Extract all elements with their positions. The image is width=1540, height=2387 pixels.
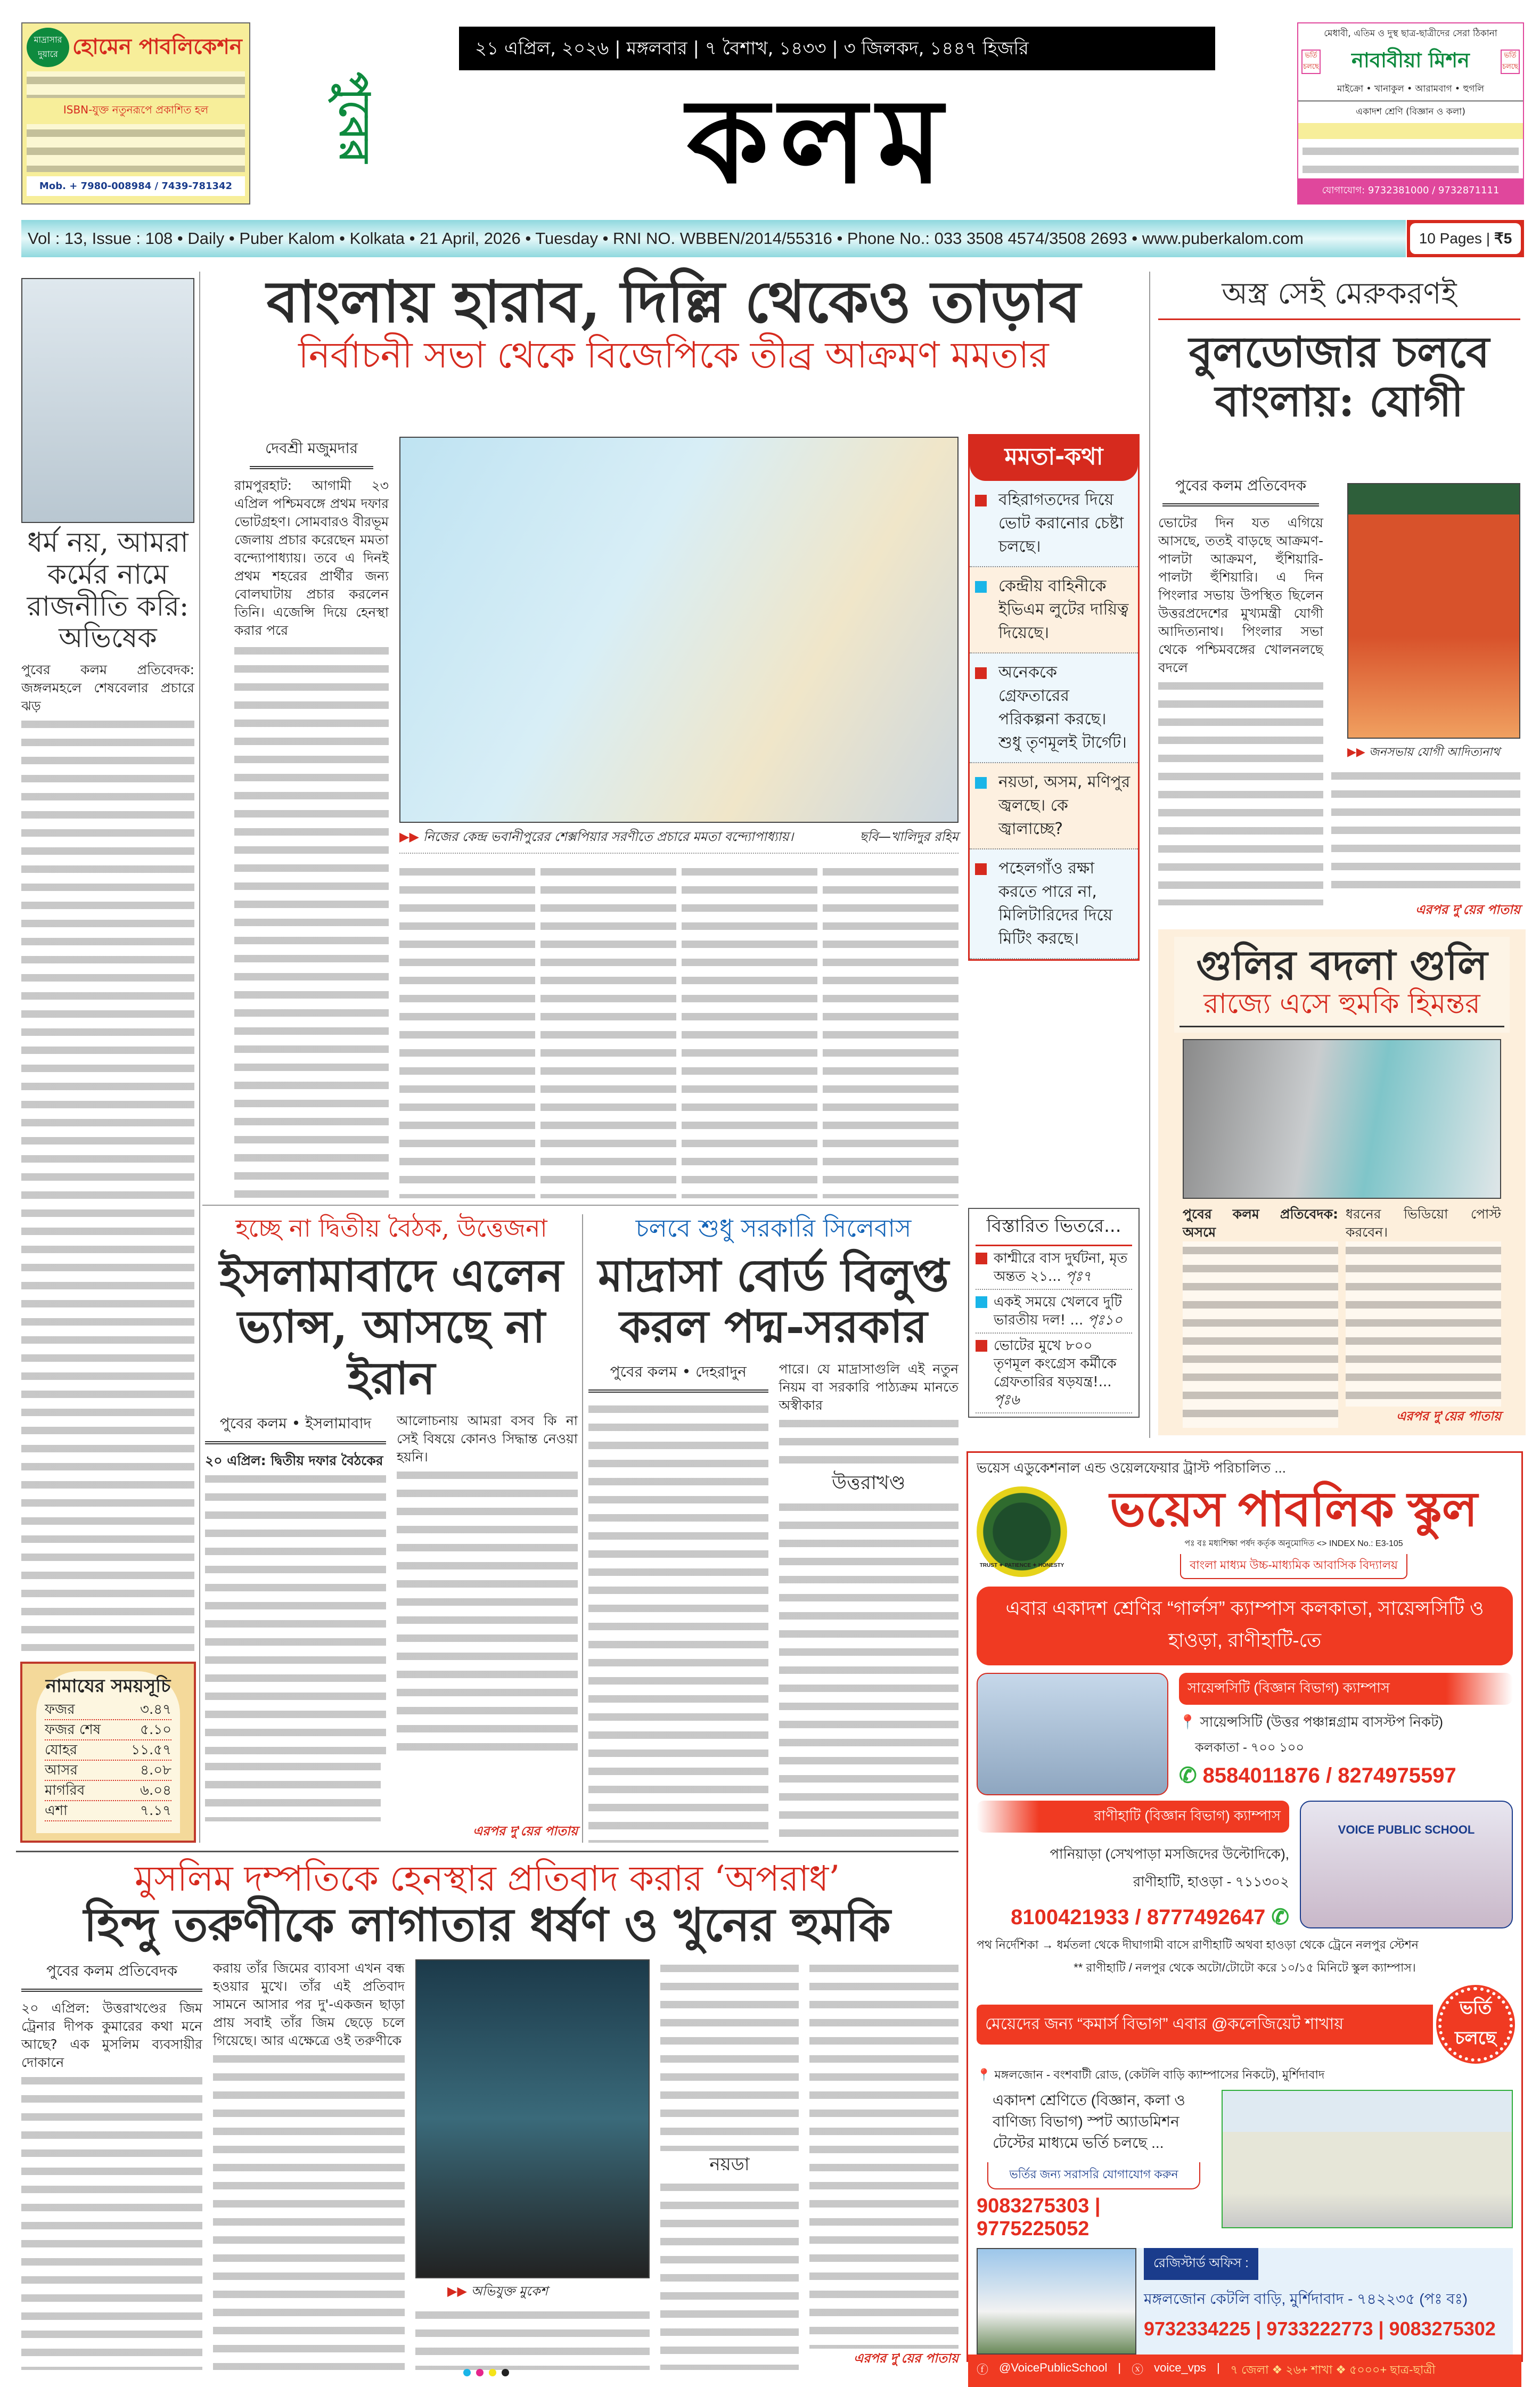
- bullet-square-icon: [975, 863, 987, 875]
- bullet-square-icon: [976, 1340, 987, 1352]
- himanta-lead: পুবের কলম প্রতিবেদক: অসমে: [1183, 1206, 1338, 1240]
- iran-story: [205, 1214, 578, 1843]
- iran-body: [205, 1470, 386, 1754]
- iran-lead: ২০ এপ্রিল: দ্বিতীয় দফার বৈঠকের: [205, 1452, 383, 1468]
- inside-box: [968, 1208, 1140, 1418]
- bottom-body-4: [660, 1959, 799, 2151]
- bottom-body-2: [213, 2050, 405, 2370]
- office-phone: 9732334225 | 9733222773 | 9083275302: [1144, 2318, 1496, 2340]
- inside-item-page: পৃঃ৬: [994, 1392, 1020, 1408]
- madrasa-body-2: [779, 1415, 959, 1468]
- school-stats: ৭ জেলা ❖ ২৬+ শাখা ❖ ৫০০০+ ছাত্র-ছাত্রী: [1230, 2363, 1436, 2376]
- prayer-time: ৩.৪৭: [140, 1702, 171, 1718]
- bullet-square-icon: [975, 495, 987, 506]
- prayer-row: [45, 1801, 171, 1821]
- prayer-times-box: [20, 1662, 196, 1843]
- prayer-time: ৭.১৭: [140, 1803, 171, 1819]
- himanta-lead2: ধরনের ভিডিয়ো পোস্ট করবেন।: [1346, 1206, 1501, 1240]
- lead-byline-col: [234, 437, 389, 1198]
- accused-photo: [415, 1959, 650, 2278]
- mamata-quote: [970, 849, 1138, 959]
- column-divider: [199, 272, 200, 1843]
- campus1-title: সায়েন্সসিটি (বিজ্ঞান বিভাগ) ক্যাম্পাস: [1179, 1673, 1513, 1705]
- yogi-lead: ভোটের দিন যত এগিয়ে আসছে, ততই বাড়ছে আক্রমণ-পালটা আক্রমণ, হুঁশিয়ারি-পালটা হুঁশিয়ারি। এ দিন পিংলার সভায় উপস্থিত ছিলেন উত্তরপ্রদেশের মুখ্যমন্ত্রী যোগী আদিত্যনাথ। পিংলার সভা থেকে পশ্চিমবঙ্গের খোলনলছে বদলে: [1158, 515, 1323, 675]
- bullet-square-icon: [976, 1296, 987, 1308]
- bottom-col-3: [415, 1959, 650, 2370]
- ad-class: একাদশ শ্রেণি (বিজ্ঞান ও কলা): [1356, 107, 1465, 117]
- bottom-headline: হিন্দু তরুণীকে লাগাতার ধর্ষণ ও খুনের হুমকি: [84, 1898, 891, 1952]
- iran-headline: ইসলামাবাদে এলেন ভ্যান্স, আসছে না ইরান: [219, 1248, 563, 1405]
- yogi-headlines: [1158, 277, 1520, 426]
- yogi-byline: পুবের কলম প্রতিবেদক: [1162, 474, 1320, 506]
- social-x[interactable]: voice_vps: [1154, 2361, 1206, 2374]
- left-masthead-ad: [21, 22, 250, 205]
- office-addr: মঙ্গলজোন কেটলি বাড়ি, মুর্শিদাবাদ - ৭৪২২৩৫ (পঃ বঃ): [1144, 2291, 1468, 2307]
- bottom-body-6: [809, 1959, 959, 2349]
- madrasa-kicker: চলবে শুধু সরকারি সিলেবাস: [635, 1214, 912, 1242]
- iran-dateline: পুবের কলম • ইসলামাবাদ: [205, 1412, 386, 1444]
- campus2-title: রাণীহাটি (বিজ্ঞান বিভাগ) ক্যাম্পাস: [977, 1801, 1289, 1833]
- mamata-quote: [970, 653, 1138, 763]
- quote-text: নয়ডা, অসম, মণিপুর জ্বলছে। কে জ্বালাচ্ছে?: [998, 773, 1131, 838]
- campus2-addr: পানিয়াড়া (সেখপাড়া মসজিদের উল্টোদিকে),: [1050, 1846, 1289, 1862]
- school-type: বাংলা মাধ্যম উচ্চ-মাধ্যমিক আবাসিক বিদ্যালয়: [1180, 1554, 1407, 1579]
- ad-admission: ভর্তি চলছে: [1301, 50, 1321, 74]
- inside-item-text: কাশ্মীরে বাস দুর্ঘটনা, মৃত অন্তত ২১...: [994, 1250, 1128, 1285]
- prayer-row: [45, 1720, 171, 1740]
- bottom-col-4: [660, 1959, 799, 2370]
- himanta-continued: এরপর দু'য়ের পাতায়: [1396, 1409, 1501, 1424]
- inside-item-page: পৃঃ১০: [1087, 1312, 1123, 1328]
- commerce-banner: মেয়েদের জন্য “কমার্স বিভাগ” এবার @কলেজিয়েট শাখায়: [977, 2005, 1433, 2045]
- photo-caption: ▶▶ নিজের কেন্দ্র ভবানীপুরের শেক্সপিয়ার সরণীতে প্রচারে মমতা বন্দ্যোপাধ্যায়। ছবি—খালিদুর রহিম: [399, 827, 959, 854]
- bottom-col-2: [213, 1959, 405, 2370]
- himanta-box: [1158, 929, 1526, 1435]
- quote-text: কেন্দ্রীয় বাহিনীকে ইভিএম লুটের দায়িত্ব দিয়েছে।: [998, 577, 1129, 642]
- left-story-headline: ধর্ম নয়, আমরা কর্মের নামে রাজনীতি করি: অভিষেক: [27, 527, 189, 655]
- left-story: [21, 527, 194, 1651]
- inside-item[interactable]: [976, 1246, 1132, 1290]
- photo-credit: ছবি—খালিদুর রহিম: [859, 829, 959, 844]
- inside-item-text: ভোটের মুখে ৮০০ তৃণমূল কংগ্রেস কর্মীকে গ্রেফতারির ষড়যন্ত্র!...: [994, 1338, 1117, 1390]
- facebook-icon[interactable]: ⓕ: [977, 2363, 989, 2376]
- campus2-city: রাণীহাটি, হাওড়া - ৭১১৩০২: [1133, 1874, 1289, 1890]
- quote-text: পহেলগাঁও রক্ষা করতে পারে না, মিলিটারিদের দিয়ে মিটিং করছে।: [998, 859, 1113, 948]
- prayer-row: [45, 1740, 171, 1761]
- campus1-addr: সায়েন্সসিটি (উত্তর পঞ্চান্নগ্রাম বাসস্টপ নিকট): [1200, 1714, 1444, 1730]
- iran-lead2: আলোচনায় আমরা বসব কি না সেই বিষয়ে কোনও সিদ্ধান্ত নেওয়া হয়নি।: [397, 1412, 578, 1465]
- girls-campus-banner: এবার একাদশ শ্রেণির “গার্লস” ক্যাম্পাস কলকাতা, সায়েন্সসিটি ও হাওড়া, রাণীহাটি-তে: [977, 1587, 1513, 1665]
- madrasa-dateline: পুবের কলম • দেহরাদুন: [588, 1360, 768, 1393]
- caption-text: নিজের কেন্দ্র ভবানীপুরের শেক্সপিয়ার সরণীতে প্রচারে মমতা বন্দ্যোপাধ্যায়।: [423, 829, 794, 844]
- ad-isbn: ISBN-যুক্ত নতুনরূপে প্রকাশিত হল: [27, 102, 245, 120]
- phone-icon: ✆: [1271, 1906, 1289, 1929]
- madrasa-body-3: [779, 1498, 959, 1843]
- madrasa-story: [588, 1214, 959, 1843]
- ad-places: মাইক্রো • খানাকুল • আরামবাগ • হুগলি: [1298, 79, 1523, 102]
- registration-marks: [463, 2369, 509, 2376]
- bottom-body-5: [660, 2178, 799, 2370]
- himanta-headline: গুলির বদলা গুলি: [1196, 942, 1488, 989]
- himanta-body: [1183, 1241, 1338, 1428]
- yogi-continued: এরপর দু'য়ের পাতায়: [1415, 902, 1520, 917]
- social-fb[interactable]: @VoicePublicSchool: [999, 2361, 1108, 2374]
- school-name: ভয়েস পাবলিক স্কুল: [1110, 1483, 1478, 1536]
- ad-tag: মাদ্রাসার দুয়ারে: [27, 28, 69, 67]
- mamata-quote: [970, 567, 1138, 653]
- directions: পথ নির্দেশিকা → ধর্মতলা থেকে দীঘাগামী বাসে রাণীহাটি অথবা হাওড়া থেকে ট্রেনে নলপুর স্টেশন: [977, 1938, 1419, 1951]
- quote-text: অনেককে গ্রেফতারের পরিকল্পনা করছে। শুধু তৃণমূলই টার্গেট।: [998, 663, 1127, 752]
- prayer-row: [45, 1761, 171, 1781]
- lead-subhead: নির্বাচনী সভা থেকে বিজেপিকে তীব্র আক্রমণ মমতার: [298, 334, 1049, 377]
- date-line: ২১ এপ্রিল, ২০২৬ | মঙ্গলবার | ৭ বৈশাখ, ১৪৩৩ | ৩ জিলকদ, ১৪৪৭ হিজরি: [459, 27, 1215, 70]
- prayer-name: এশা: [45, 1803, 68, 1819]
- info-bar: [21, 220, 1406, 257]
- iran-body-3: [205, 1757, 381, 1821]
- school-logo: [977, 1486, 1067, 1577]
- yogi-kicker: অস্ত্র সেই মেরুকরণই: [1158, 277, 1520, 320]
- bullet-square-icon: [975, 581, 987, 593]
- lead-headlines: [205, 269, 1142, 377]
- ad-phone: যোগাযোগ: 9732381000 / 9732871111: [1298, 178, 1523, 203]
- prayer-name: ফজর: [45, 1702, 75, 1718]
- logo: [330, 27, 1214, 209]
- price: ₹5: [1494, 230, 1512, 247]
- school-approval: পঃ বঃ মধ্যশিক্ষা পর্ষদ কর্তৃক অনুমোদিত <> INDEX No.: E3-105: [1184, 1539, 1403, 1548]
- madrasa-subhead: উত্তরাখণ্ড: [832, 1472, 906, 1494]
- spot-admission: একাদশ শ্রেণিতে (বিজ্ঞান, কলা ও বাণিজ্য বিভাগ) স্পট অ্যাডমিশন টেস্টের মাধ্যমে ভর্তি চলছে ...: [993, 2092, 1185, 2151]
- left-story-lead: পুবের কলম প্রতিবেদক: জঙ্গলমহলে শেষবেলার প্রচারে ঝড়: [21, 662, 194, 714]
- madrasa-headline: মাদ্রাসা বোর্ড বিলুপ্ত করল পদ্ম-সরকার: [598, 1248, 949, 1353]
- inside-item-text: একই সময়ে খেলবে দুটি ভারতীয় দল! ...: [994, 1294, 1122, 1328]
- bottom-col-1: [21, 1959, 202, 2370]
- mamata-quote: [970, 481, 1138, 567]
- info-text: Vol : 13, Issue : 108 • Daily • Puber Kalom • Kolkata • 21 April, 2026 • Tuesday • RNI NO. WBBEN/2014/55316 • Phone No.: 033 3508 4574/3508 2693 • www.puberkalom.com: [28, 229, 1304, 248]
- commerce-addr: মঙ্গলজোন - বংশবাটী রোড, (কেটলি বাড়ি ক্যাম্পাসের নিকটে), মুর্শিদাবাদ: [994, 2068, 1325, 2081]
- mamata-photo: [399, 437, 959, 823]
- logo-big: কলম: [686, 73, 953, 209]
- pages: 10 Pages: [1419, 230, 1482, 247]
- voice-school-ad: ভয়েস এডুকেশনাল এন্ড ওয়েলফেয়ার ট্রাস্ট পরিচালিত ... TRUST ✦ PATIENCE ✦ HONESTY ভয়েস পাবলিক স্কুল পঃ বঃ মধ্যশিক্ষা পর্ষদ কর্তৃক অনুমোদিত <> INDEX No.: E3-105 বাংলা মাধ্যম উচ্চ-মাধ্যমিক আবাসিক বিদ্যালয় এবার একাদশ শ্রেণির “গার্লস” ক্যাম্পাস কলকাতা, সায়েন্সসিটি ও হাওড়া, রাণীহাটি-তে সায়েন্সসিটি (বিজ্ঞান বিভাগ) ক্যাম্পাস 📍 সায়েন্সসিটি (উত্তর পঞ্চান্নগ্রাম বাসস্টপ নিকট) কলকাতা - ৭০০ ১০০ ✆ 8584011876 / 8274975597 রাণীহাটি (বিজ্ঞান বিভাগ) ক্যাম্পাস পানিয়াড়া (সেখপাড়া মসজিদের উল্টোদিকে), রাণীহাটি, হাওড়া - ৭১১৩০২ 8100421933 / 8777492647 ✆ VOICE PUBLIC SCHOOL পথ নির্দেশিকা → ধর্মতলা থেকে দীঘাগামী বাসে রাণীহাটি অথবা হাওড়া থেকে ট্রেনে নলপুর স্টেশন ** রাণীহাটি / নলপুর থেকে অটো/টোটো করে ১০/১৫ মিনিটে স্কুল ক্যাম্পাস। মেয়েদের জন্য “কমার্স বিভাগ” এবার @কলেজিয়েট শাখায় ভর্তি চলছে 📍 মঙ্গলজোন - বংশবাটী রোড, (কেটলি বাড়ি ক্যাম্পাসের নিকটে), মুর্শিদাবাদ একাদশ শ্রেণিতে (বিজ্ঞান, কলা ও বাণিজ্য বিভাগ) স্পট অ্যাডমিশন টেস্টের মাধ্যমে ভর্তি চলছে ... ভর্তির জন্য সরাসরি যোগাযোগ করুন 9083275303 | 9775225052 রেজিস্টার্ড অফিস : মঙ্গলজোন কেটলি বাড়ি, মুর্শিদাবাদ - ৭৪২২৩৫ (পঃ বঃ) 9732334225 | 9733222773 | 9083275302 ⓕ @VoicePublicSchool | ⓧ voice_vps | ৭ জেলা ❖ ২৬+ শাখা ❖ ৫০০০+ ছাত্র-ছাত্রী: [966, 1451, 1523, 2362]
- logo-small: পুবের: [330, 71, 378, 163]
- contact-label: ভর্তির জন্য সরাসরি যোগাযোগ করুন: [987, 2162, 1200, 2189]
- quote-text: বহিরাগতদের দিয়ে ভোট করানোর চেষ্টা চলছে।: [998, 491, 1124, 556]
- x-icon[interactable]: ⓧ: [1132, 2363, 1144, 2376]
- collegiate-campus-photo: [1222, 2090, 1513, 2228]
- ad-title: হোমেন পাবলিকেশন: [72, 34, 242, 59]
- himanta-photo: [1183, 1039, 1501, 1199]
- accused-caption: ▶▶ অভিযুক্ত মুকেশ: [447, 2284, 548, 2299]
- bottom-lead2: করায় তাঁর জিমের ব্যাবসা এখন বন্ধ হওয়ার মুখে। তাঁর এই প্রতিবাদ সামনে আসার পর দু'-একজন ছাড়া প্রায় সবাই তাঁর জিম ছেড়ে চলে গিয়েছে। আর এক্ষেত্রে ওই তরুণীকে: [213, 1960, 405, 2048]
- mamata-katha-box: [968, 434, 1140, 961]
- office-label: রেজিস্টার্ড অফিস :: [1144, 2248, 1258, 2280]
- himanta-subhead: রাজ্যে এসে হুমকি হিমন্তর: [1179, 988, 1504, 1027]
- column-divider: [1149, 272, 1150, 1438]
- bottom-subhead: নয়ডা: [709, 2153, 750, 2175]
- prayer-time: ৬.০৪: [140, 1783, 171, 1799]
- ad-phone: Mob. + 7980-008984 / 7439-781342: [27, 176, 245, 196]
- collegiate-phone: 9083275303 | 9775225052: [977, 2195, 1101, 2240]
- bottom-byline: পুবের কলম প্রতিবেদক: [21, 1959, 202, 1992]
- iran-kicker: হচ্ছে না দ্বিতীয় বৈঠক, উত্তেজনা: [235, 1214, 547, 1242]
- office-photo: [977, 2248, 1136, 2355]
- bottom-continued: এরপর দু'য়ের পাতায়: [853, 2351, 959, 2366]
- left-story-body: [21, 715, 194, 1651]
- logo-text: TRUST ✦ PATIENCE ✦ HONESTY: [979, 1562, 1064, 1568]
- ad-admission: ভর্তি চলছে: [1501, 50, 1520, 74]
- directions-note: ** রাণীহাটি / নলপুর থেকে অটো/টোটো করে ১০/১৫ মিনিটে স্কুল ক্যাম্পাস।: [1074, 1961, 1416, 1974]
- prayer-row: [45, 1700, 171, 1720]
- building-sign: VOICE PUBLIC SCHOOL: [1338, 1823, 1475, 1836]
- prayer-title: নামাযের সময়সূচি: [45, 1675, 171, 1697]
- box-title: মমতা-কথা: [970, 436, 1138, 481]
- prayer-name: যোহর: [45, 1742, 78, 1758]
- right-masthead-ad: [1297, 22, 1524, 205]
- yogi-text-col: [1158, 474, 1323, 905]
- prayer-name: ফজর শেষ: [45, 1722, 101, 1738]
- bullet-square-icon: [975, 777, 987, 789]
- campus1-phone: 8584011876 / 8274975597: [1202, 1764, 1456, 1787]
- iran-body-2: [397, 1466, 578, 1754]
- admission-badge: ভর্তি চলছে: [1438, 1987, 1513, 2062]
- prayer-name: মাগরিব: [45, 1783, 85, 1799]
- section-divider: [202, 1205, 959, 1206]
- abhishek-photo: [21, 278, 194, 523]
- inside-item[interactable]: [976, 1334, 1132, 1413]
- prayer-time: ১১.৫৭: [131, 1742, 171, 1758]
- ranihati-campus-photo: [1300, 1801, 1513, 1928]
- iran-continued: এরপর দু'য়ের পাতায়: [472, 1824, 578, 1838]
- sciencecity-campus-photo: [977, 1673, 1168, 1795]
- madrasa-lead: পারে। যে মাদ্রাসাগুলি এই নতুন নিয়ম বা সরকারি পাঠ্যক্রম মানতে অস্বীকার: [779, 1361, 959, 1413]
- lead-lead: রামপুরহাট: আগামী ২৩ এপ্রিল পশ্চিমবঙ্গে প্রথম দফার ভোটগ্রহণ। সোমবারও বীরভূম জেলায় প্রচার করেছেন মমতা বন্দ্যোপাধ্যায়। তবে এ দিনই প্রথম শহরের প্রার্থীর জন্য বোলঘাটায় প্রচার করলেন তিনি। এজেন্সি দিয়ে হেনস্থা করার পরে: [234, 478, 389, 638]
- bottom-body-3: [415, 2306, 650, 2370]
- prayer-time: ৪.০৮: [140, 1762, 171, 1778]
- lead-body-columns: [399, 863, 959, 1198]
- lead-byline: দেবশ্রী মজুমদার: [250, 437, 373, 469]
- price-box: 10 Pages | ₹5: [1407, 220, 1524, 257]
- yogi-headline: বুলডোজার চলবে বাংলায়: যোগী: [1189, 327, 1490, 427]
- campus1-city: কলকাতা - ৭০০ ১০০: [1195, 1740, 1304, 1755]
- lead-headline: বাংলায় হারাব, দিল্লি থেকেও তাড়াব: [266, 268, 1081, 336]
- bottom-kicker: মুসলিম দম্পতিকে হেনস্থার প্রতিবাদ করার ‘অপরাধ’: [134, 1858, 840, 1899]
- inside-title: বিস্তারিত ভিতরে...: [976, 1212, 1132, 1246]
- campus2-phone: 8100421933 / 8777492647: [1011, 1906, 1266, 1929]
- bottom-body: [21, 2072, 202, 2370]
- phone-icon: ✆: [1179, 1764, 1197, 1787]
- prayer-row: [45, 1781, 171, 1801]
- prayer-time: ৫.১০: [140, 1722, 171, 1738]
- bullet-square-icon: [975, 667, 987, 679]
- ad-title: নাবাবীয়া মিশন: [1351, 48, 1470, 72]
- prayer-name: আসর: [45, 1762, 78, 1778]
- bullet-square-icon: [976, 1253, 987, 1264]
- inside-item[interactable]: [976, 1290, 1132, 1334]
- yogi-photo: [1347, 483, 1520, 739]
- yogi-caption-text: জনসভায় যোগী আদিত্যনাথ: [1369, 746, 1500, 759]
- ad-trust: ভয়েস এডুকেশনাল এন্ড ওয়েলফেয়ার ট্রাস্ট পরিচালিত ...: [977, 1460, 1286, 1476]
- yogi-body-2: [1331, 767, 1520, 889]
- madrasa-body: [588, 1400, 768, 1843]
- bottom-col-5: [809, 1959, 959, 2370]
- bottom-story: [16, 1859, 959, 2370]
- himanta-body-2: [1346, 1241, 1501, 1407]
- accused-caption-text: অভিযুক্ত মুকেশ: [471, 2284, 548, 2299]
- column-divider: [582, 1214, 583, 1843]
- ad-top: মেধাবী, এতিম ও দুস্থ ছাত্র-ছাত্রীদের সেরা ঠিকানা: [1324, 28, 1497, 39]
- mamata-quote: [970, 763, 1138, 849]
- yogi-caption: ▶▶ জনসভায় যোগী আদিত্যনাথ: [1347, 746, 1500, 759]
- lead-body: [234, 642, 389, 1198]
- section-divider: [16, 1851, 959, 1852]
- yogi-body: [1158, 677, 1323, 905]
- inside-item-page: পৃঃ৭: [1066, 1269, 1092, 1285]
- bottom-lead: ২০ এপ্রিল: উত্তরাখণ্ডের জিম ট্রেনার দীপক কুমারের কথা মনে আছে? এক মুসলিম ব্যবসায়ীর দোকানে: [21, 2000, 202, 2070]
